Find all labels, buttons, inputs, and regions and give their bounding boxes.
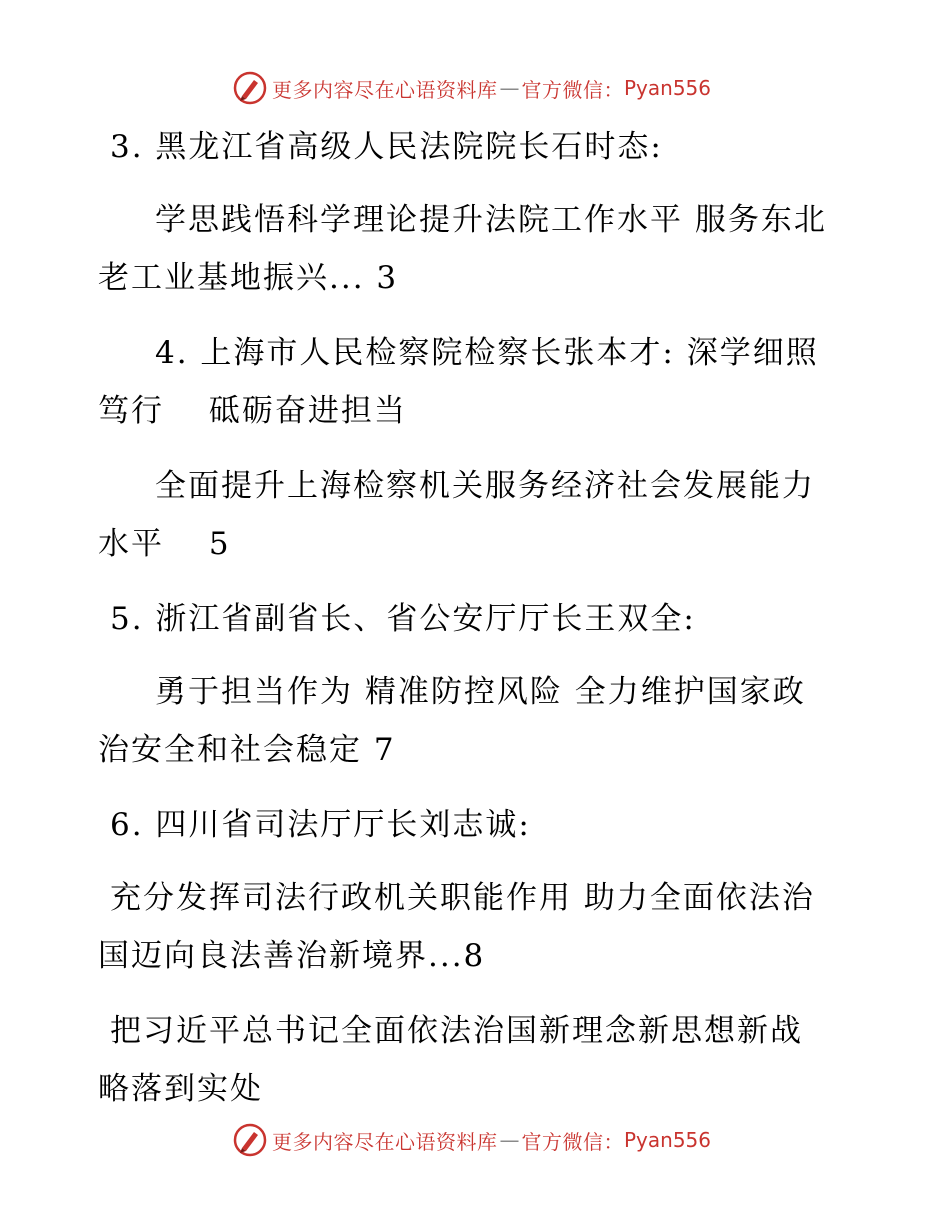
banner-separator: — <box>499 1128 520 1152</box>
toc-entry-5-subtitle: 勇于担当作为 精准防控风险 全力维护国家政 <box>155 674 806 710</box>
toc-entry-5-subtitle-cont: 治安全和社会稳定 7 <box>98 732 396 768</box>
toc-entry-4-subtitle-cont: 水平 5 <box>98 526 231 562</box>
pen-logo-icon <box>232 70 268 106</box>
toc-entry-3-title: 3. 黑龙江省高级人民法院院长石时态: <box>110 129 663 165</box>
toc-entry-7-title-cont: 略落到实处 <box>98 1071 263 1107</box>
toc-entry-3-subtitle: 学思践悟科学理论提升法院工作水平 服务东北 <box>155 202 827 238</box>
pen-logo-icon <box>232 1122 268 1158</box>
banner-contact-id: Pyan556 <box>624 76 712 100</box>
toc-entry-4-title-cont: 笃行 砥砺奋进担当 <box>98 393 407 429</box>
toc-entry-7-title: 把习近平总书记全面依法治国新理念新思想新战 <box>110 1013 803 1049</box>
toc-entry-6-subtitle-cont: 国迈向良法善治新境界...8 <box>98 938 486 974</box>
toc-entry-4-title: 4. 上海市人民检察院检察长张本才: 深学细照 <box>155 335 819 371</box>
toc-entry-6-title: 6. 四川省司法厅厅长刘志诚: <box>110 807 531 843</box>
footer-watermark-banner <box>232 1120 711 1160</box>
toc-entry-3-subtitle-cont: 老工业基地振兴... 3 <box>98 260 399 296</box>
banner-contact-id: Pyan556 <box>624 1128 712 1152</box>
banner-text: 更多内容尽在心语资料库 <box>272 77 498 102</box>
banner-text: 更多内容尽在心语资料库 <box>272 1129 498 1154</box>
banner-contact-label: 官方微信： <box>521 1129 624 1154</box>
toc-entry-6-subtitle: 充分发挥司法行政机关职能作用 助力全面依法治 <box>110 880 815 916</box>
toc-entry-5-title: 5. 浙江省副省长、省公安厅厅长王双全: <box>110 601 696 637</box>
header-watermark-banner <box>232 68 711 108</box>
banner-separator: — <box>499 76 520 100</box>
banner-contact-label: 官方微信： <box>521 77 624 102</box>
toc-entry-4-subtitle: 全面提升上海检察机关服务经济社会发展能力 <box>155 468 815 504</box>
